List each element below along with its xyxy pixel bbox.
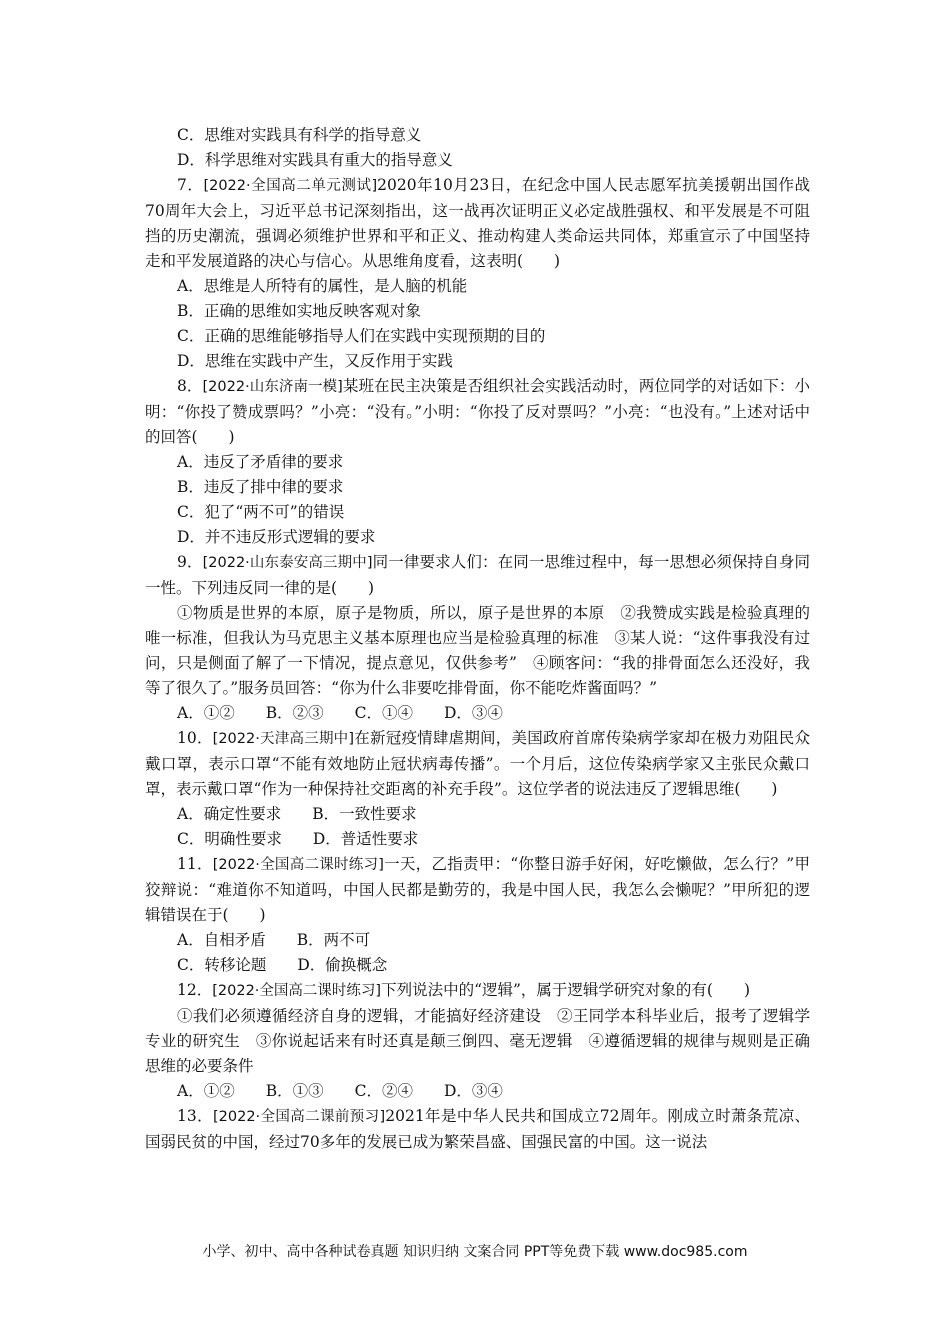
q10-text: 在新冠疫情肆虐期间，美国政府首席传染病学家却在极力劝阻民众戴口罩，表示口罩“不能有效地防止冠状病毒传播”。一个月后，这位传染病学家又主张民众戴口罩，表示戴口罩“作为一种保持社交距离的补充手段”。这位学者的说法违反了逻辑思维( ) [145,729,810,798]
q6-option-c: C．思维对实践具有科学的指导意义 [177,126,422,144]
q10-source: [2022·天津高三期中] [212,731,355,747]
q9-stem [145,550,810,601]
q7-option-d: D．思维在实践中产生，又反作用于实践 [177,352,453,370]
q9-source: [2022·山东泰安高三期中] [202,555,373,571]
q8-number: 8． [177,377,203,395]
q13-number: 13． [177,1107,213,1125]
q6-option-d: D．科学思维对实践具有重大的指导意义 [177,151,453,169]
q11-source: [2022·全国高二课时练习] [212,857,384,873]
q11-number: 11． [177,855,213,873]
q10-number: 10． [177,729,213,747]
q11-options-ab: A．自相矛盾 B．两不可 [177,931,371,949]
q9-material: ①物质是世界的本原，原子是物质，所以，原子是世界的本原 ②我赞成实践是检验真理的唯一标准，但我认为马克思主义基本原理也应当是检验真理的标准 ③某人说：“这件事我没有过问，只是侧面了解了一下情况，提点意见，仅供参考” ④顾客问：“我的排骨面怎么还没好，我等了很久了。”服务员回答：“你为什么非要吃排骨面，你不能吃炸酱面吗？” [145,604,810,697]
q8-text: 某班在民主决策是否组织社会实践活动时，两位同学的对话如下：小明：“你投了赞成票吗？”小亮：“没有。”小明：“你投了反对票吗？”小亮：“也没有。”上述对话中的回答( ) [145,377,810,446]
q9-number: 9． [177,553,203,571]
q7-stem [145,173,810,274]
q13-source: [2022·全国高二课前预习] [212,1109,386,1125]
q9-options: A．①② B．②③ C．①④ D．③④ [177,704,503,722]
q8-option-b: B．违反了排中律的要求 [177,478,344,496]
q8-option-a: A．违反了矛盾律的要求 [177,453,344,471]
q11-text: 一天，乙指责甲：“你整日游手好闲，好吃懒做，怎么行？”甲狡辩说：“难道你不知道吗，中国人民都是勤劳的，我是中国人民，我怎么会懒呢？”甲所犯的逻辑错误在于( ) [145,855,810,924]
q8-source: [2022·山东济南一模] [202,379,343,395]
q7-option-a: A．思维是人所特有的属性，是人脑的机能 [177,277,468,295]
q12-number: 12． [177,981,213,999]
q10-stem [145,726,810,802]
q11-options-cd: C．转移论题 D．偷换概念 [177,956,388,974]
q7-option-c: C．正确的思维能够指导人们在实践中实现预期的目的 [177,327,546,345]
q7-number: 7． [177,176,204,194]
q9-text: 同一律要求人们：在同一思维过程中，每一思想必须保持自身同一性。下列违反同一律的是( ) [145,553,810,597]
q7-source: [2022·全国高二单元测试] [203,178,378,194]
q12-text: 下列说法中的“逻辑”，属于逻辑学研究对象的有( ) [381,981,751,999]
q13-text: 2021年是中华人民共和国成立72周年。刚成立时萧条荒凉、国弱民贫的中国，经过70多年的发展已成为繁荣昌盛、国强民富的中国。这一说法 [145,1107,811,1151]
q7-text: 2020年10月23日，在纪念中国人民志愿军抗美援朝出国作战70周年大会上，习近平总书记深刻指出，这一战再次证明正义必定战胜强权、和平发展是不可阻挡的历史潮流，强调必须维护世界和平和正义、推动构建人类命运共同体，郑重宣示了中国坚持走和平发展道路的决心与信心。从思维角度看，这表明( ) [145,176,810,270]
q10-options-cd: C．明确性要求 D．普适性要求 [177,830,419,848]
q8-stem [145,374,810,450]
q8-option-c: C．犯了“两不可”的错误 [177,503,345,521]
page-footer: 小学、初中、高中各种试卷真题 知识归纳 文案合同 PPT等免费下载 www.doc985.com [202,1244,748,1260]
q7-option-b: B．正确的思维如实地反映客观对象 [177,302,421,320]
q12-options: A．①② B．①③ C．②④ D．③④ [177,1082,503,1100]
q10-options-ab: A．确定性要求 B．一致性要求 [177,805,417,823]
q11-stem [145,852,810,928]
q12-material: ①我们必须遵循经济自身的逻辑，才能搞好经济建设 ②王同学本科毕业后，报考了逻辑学专业的研究生 ③你说起话来有时还真是颠三倒四、毫无逻辑 ④遵循逻辑的规律与规则是正确思维的必要条件 [145,1007,810,1075]
question-content [145,123,810,1155]
q12-source: [2022·全国高二课时练习] [212,983,382,999]
q13-stem [145,1104,810,1155]
q12-stem [145,978,810,1004]
q8-option-d: D．并不违反形式逻辑的要求 [177,528,376,546]
